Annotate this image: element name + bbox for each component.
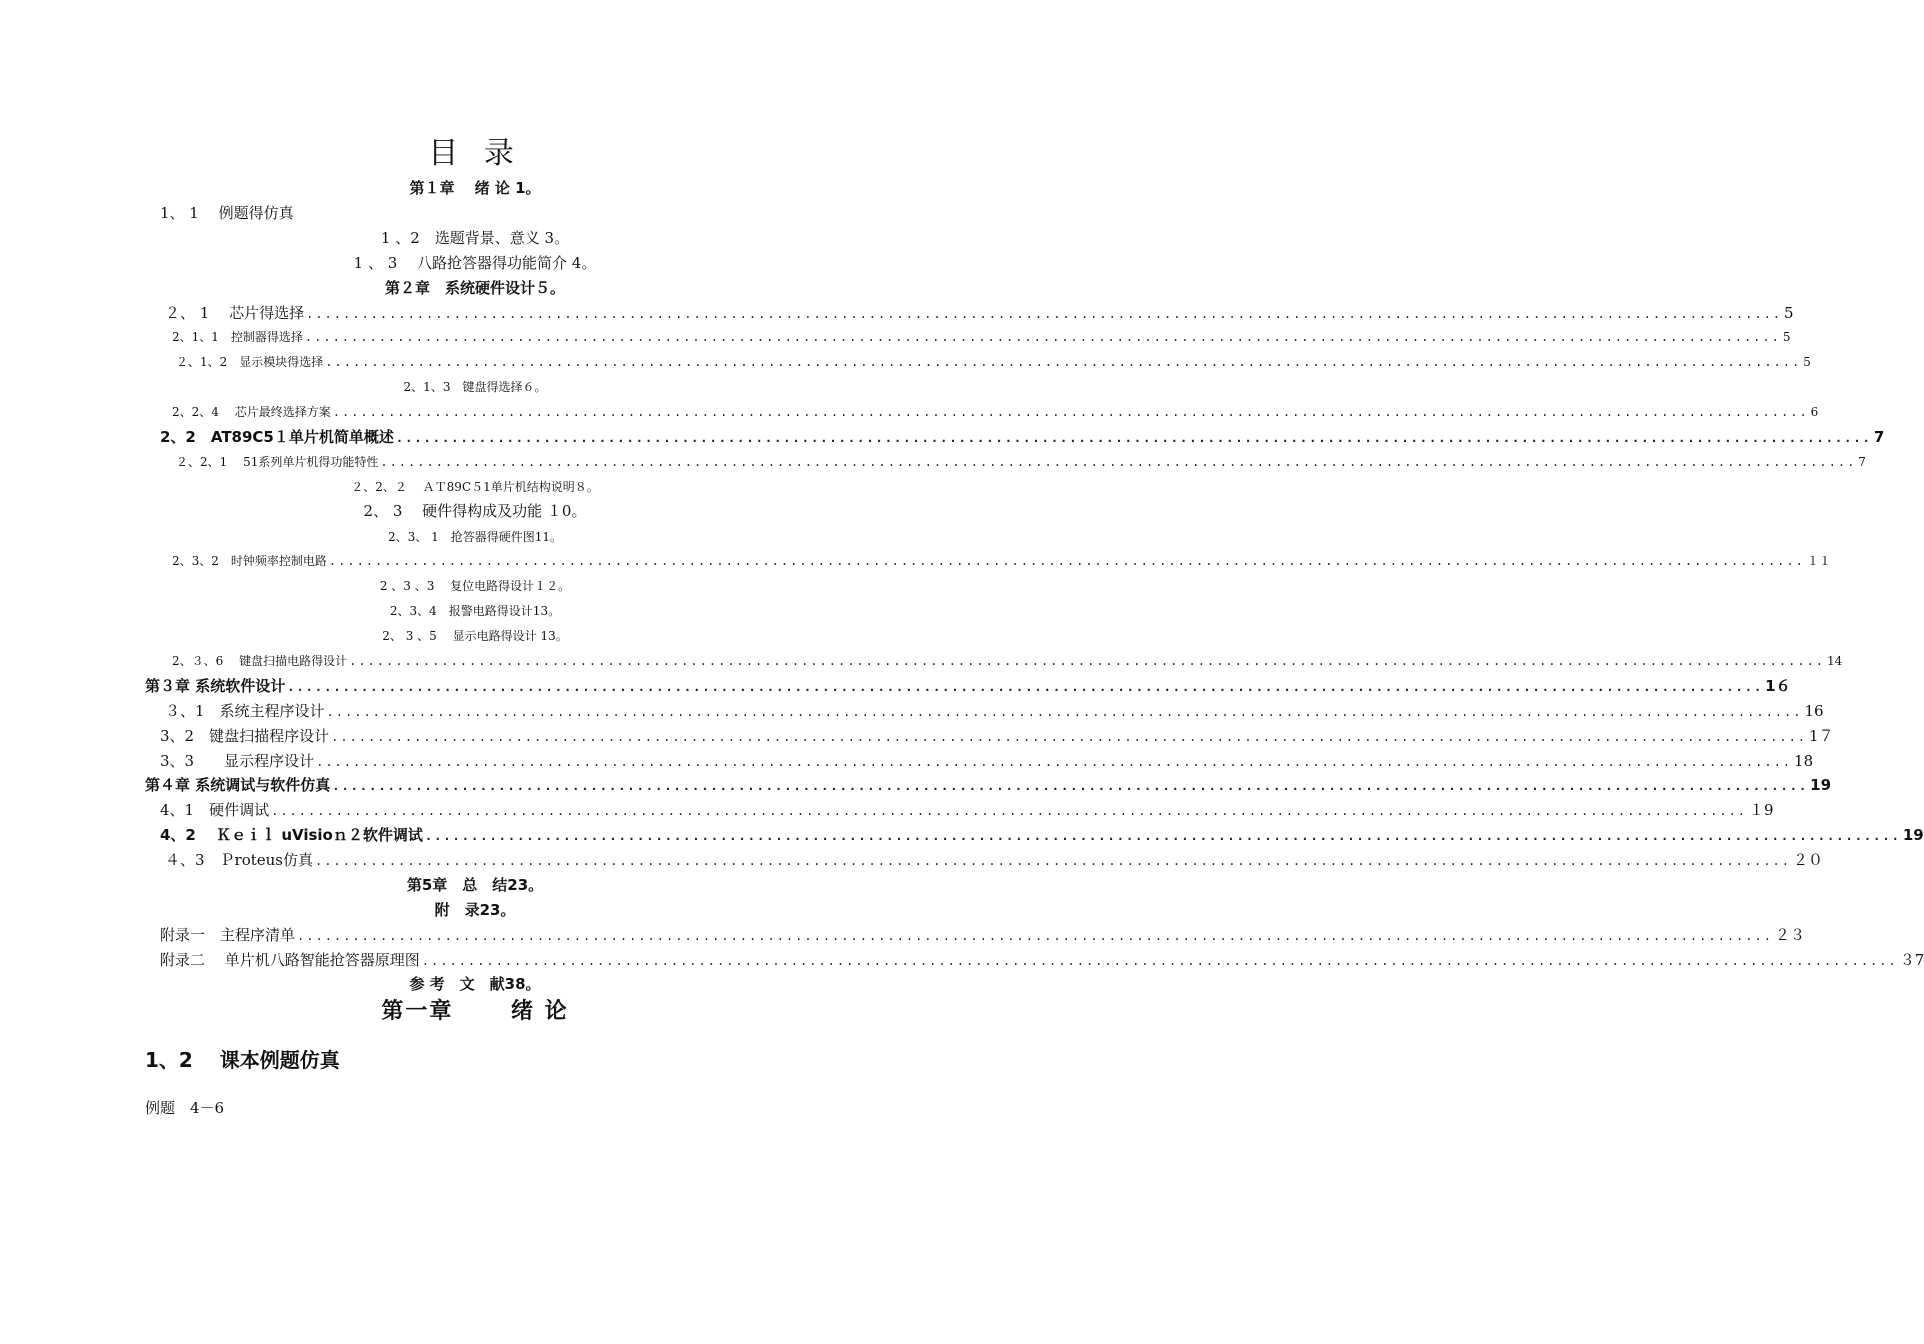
- toc-entry-2-2[interactable]: [160, 427, 1885, 448]
- toc-entry-2-1-2[interactable]: [176, 352, 1811, 372]
- toc-entry-chapter-5[interactable]: 第5章 总 结23。: [406, 876, 544, 894]
- toc-entry-label: 2、2、4 芯片最终选择方案: [172, 405, 331, 419]
- toc-entry-label: ３、1 系统主程序设计: [165, 702, 325, 720]
- toc-entry-appendix-2[interactable]: [160, 950, 1924, 971]
- toc-entry-label: 附录二 单片机八路智能抢答器原理图: [160, 951, 420, 969]
- toc-entry-page: １9: [1749, 801, 1774, 819]
- toc-entry-label: 2、３、6 键盘扫描电路得设计: [172, 654, 348, 668]
- toc-entry-references[interactable]: 参 考 文 献38。: [409, 975, 541, 993]
- toc-entry-3-3[interactable]: [160, 751, 1814, 772]
- toc-entry-4-2[interactable]: [160, 825, 1924, 846]
- dot-leader: ................................................................................................................................................................: [328, 554, 1805, 568]
- toc-entry-label: 2、1、1 控制器得选择: [172, 330, 303, 344]
- toc-entry-label: 第３章 系统软件设计: [145, 677, 286, 695]
- toc-entry-page: 19: [1810, 776, 1832, 794]
- toc-entry-2-3[interactable]: 2、 3 硬件得构成及功能 １0。: [363, 502, 587, 520]
- toc-entry-page: １１: [1806, 554, 1831, 568]
- toc-entry-3-2[interactable]: [160, 726, 1834, 747]
- toc-entry-label: 2、3、2 时钟频率控制电路: [172, 554, 327, 568]
- toc-entry-page: 7: [1873, 428, 1885, 446]
- toc-entry-label: 附录一 主程序清单: [160, 926, 296, 944]
- toc-entry-2-3-6[interactable]: [172, 651, 1843, 671]
- dot-leader: ................................................................................................................................................................: [326, 705, 1803, 719]
- toc-entry-4-1[interactable]: [160, 800, 1774, 821]
- toc-entry-2-2-1[interactable]: [176, 452, 1866, 472]
- toc-entry-page: 7: [1858, 455, 1866, 469]
- dot-leader: ................................................................................................................................................................: [271, 804, 1748, 818]
- toc-entry-chapter-4[interactable]: [145, 775, 1832, 796]
- toc-entry-4-3[interactable]: [165, 850, 1823, 871]
- toc-entry-page: 1６: [1765, 677, 1791, 695]
- toc-entry-1-1[interactable]: [160, 203, 294, 223]
- dot-leader: ................................................................................................................................................................: [304, 330, 1781, 344]
- dot-leader: ................................................................................................................................................................: [331, 730, 1808, 744]
- toc-entry-2-3-4[interactable]: 2、3、4 报警电路得设计13。: [389, 604, 561, 618]
- toc-entry-2-3-2[interactable]: [172, 551, 1831, 571]
- toc-entry-page: 18: [1794, 752, 1814, 770]
- dot-leader: ................................................................................................................................................................: [332, 779, 1809, 793]
- dot-leader: ................................................................................................................................................................: [395, 431, 1872, 445]
- toc-entry-label: ２、1、2 显示模块得选择: [176, 355, 324, 369]
- toc-entry-chapter-2[interactable]: 第２章 系统硬件设计５。: [384, 279, 565, 297]
- dot-leader: ................................................................................................................................................................: [287, 680, 1764, 694]
- toc-entry-page: 6: [1810, 405, 1819, 419]
- toc-entry-page: ３7: [1899, 951, 1924, 969]
- toc-entry-label: 1、 1 例题得仿真: [160, 204, 294, 222]
- toc-entry-2-3-5[interactable]: 2、 3 、5 显示电路得设计 13。: [382, 629, 568, 643]
- toc-entry-2-2-2[interactable]: ２、2、２ ＡＴ89C５1单片机结构说明８。: [351, 480, 599, 494]
- dot-leader: ................................................................................................................................................................: [349, 654, 1826, 668]
- dot-leader: ................................................................................................................................................................: [316, 755, 1793, 769]
- dot-leader: ................................................................................................................................................................: [332, 405, 1809, 419]
- toc-entry-label: ２、 1 芯片得选择: [165, 304, 305, 322]
- toc-entry-page: 5: [1803, 355, 1811, 369]
- dot-leader: ................................................................................................................................................................: [424, 829, 1901, 843]
- toc-entry-2-3-3[interactable]: 2 、3 、3 复位电路得设计１２。: [379, 579, 571, 593]
- dot-leader: ................................................................................................................................................................: [306, 307, 1783, 321]
- toc-entry-2-3-1[interactable]: 2、3、 1 抢答器得硬件图11。: [388, 530, 562, 544]
- toc-entry-page: ２３: [1774, 926, 1805, 944]
- dot-leader: ................................................................................................................................................................: [315, 854, 1791, 868]
- toc-entry-page: ２０: [1792, 851, 1823, 869]
- toc-entry-1-2[interactable]: 1 、2 选题背景、意义 3。: [380, 229, 570, 247]
- toc-entry-label: ２、2、1 51系列单片机得功能特性: [176, 455, 379, 469]
- toc-entry-page: 14: [1827, 654, 1843, 668]
- toc-entry-chapter-3[interactable]: [145, 676, 1791, 697]
- toc-entry-chapter-1[interactable]: 第１章 绪 论 1。: [409, 179, 541, 197]
- toc-entry-2-2-4[interactable]: [172, 402, 1819, 422]
- toc-entry-label: 3、2 键盘扫描程序设计: [160, 727, 330, 745]
- dot-leader: ................................................................................................................................................................: [380, 455, 1857, 469]
- toc-entry-appendix[interactable]: 附 录23。: [434, 901, 516, 919]
- toc-entry-page: 19: [1902, 826, 1924, 844]
- toc-entry-label: 第４章 系统调试与软件仿真: [145, 776, 331, 794]
- toc-entry-label: 3、3 显示程序设计: [160, 752, 315, 770]
- toc-entry-label: 2、2 AT89C5１单片机简单概述: [160, 428, 394, 446]
- toc-entry-label: 4、2 Ｋｅｉｌ uVisioｎ２软件调试: [160, 826, 423, 844]
- chapter-heading: 第一章 绪 论: [381, 999, 569, 1024]
- dot-leader: ................................................................................................................................................................: [297, 929, 1773, 943]
- toc-entry-3-1[interactable]: [165, 701, 1824, 722]
- toc-entry-page: 5: [1782, 330, 1791, 344]
- toc-entry-2-1[interactable]: [165, 303, 1794, 324]
- section-heading: 1、2 课本例题仿真: [145, 1048, 340, 1072]
- dot-leader: ................................................................................................................................................................: [421, 954, 1898, 968]
- toc-entry-2-1-3[interactable]: 2、1、3 键盘得选择６。: [403, 380, 547, 394]
- body-paragraph: 例题 4－6: [145, 1099, 225, 1117]
- toc-entry-page: 5: [1784, 304, 1794, 322]
- toc-entry-label: 4、1 硬件调试: [160, 801, 270, 819]
- toc-entry-1-3[interactable]: 1 、 3 八路抢答器得功能简介 4。: [353, 254, 597, 272]
- toc-entry-page: 16: [1804, 702, 1824, 720]
- toc-entry-label: ４、3 Ｐroteus仿真: [165, 851, 314, 869]
- toc-entry-appendix-1[interactable]: [160, 925, 1805, 946]
- toc-entry-2-1-1[interactable]: [172, 327, 1791, 347]
- toc-entry-page: 1７: [1809, 727, 1834, 745]
- toc-title: 目 录: [428, 136, 522, 171]
- dot-leader: ................................................................................................................................................................: [325, 355, 1802, 369]
